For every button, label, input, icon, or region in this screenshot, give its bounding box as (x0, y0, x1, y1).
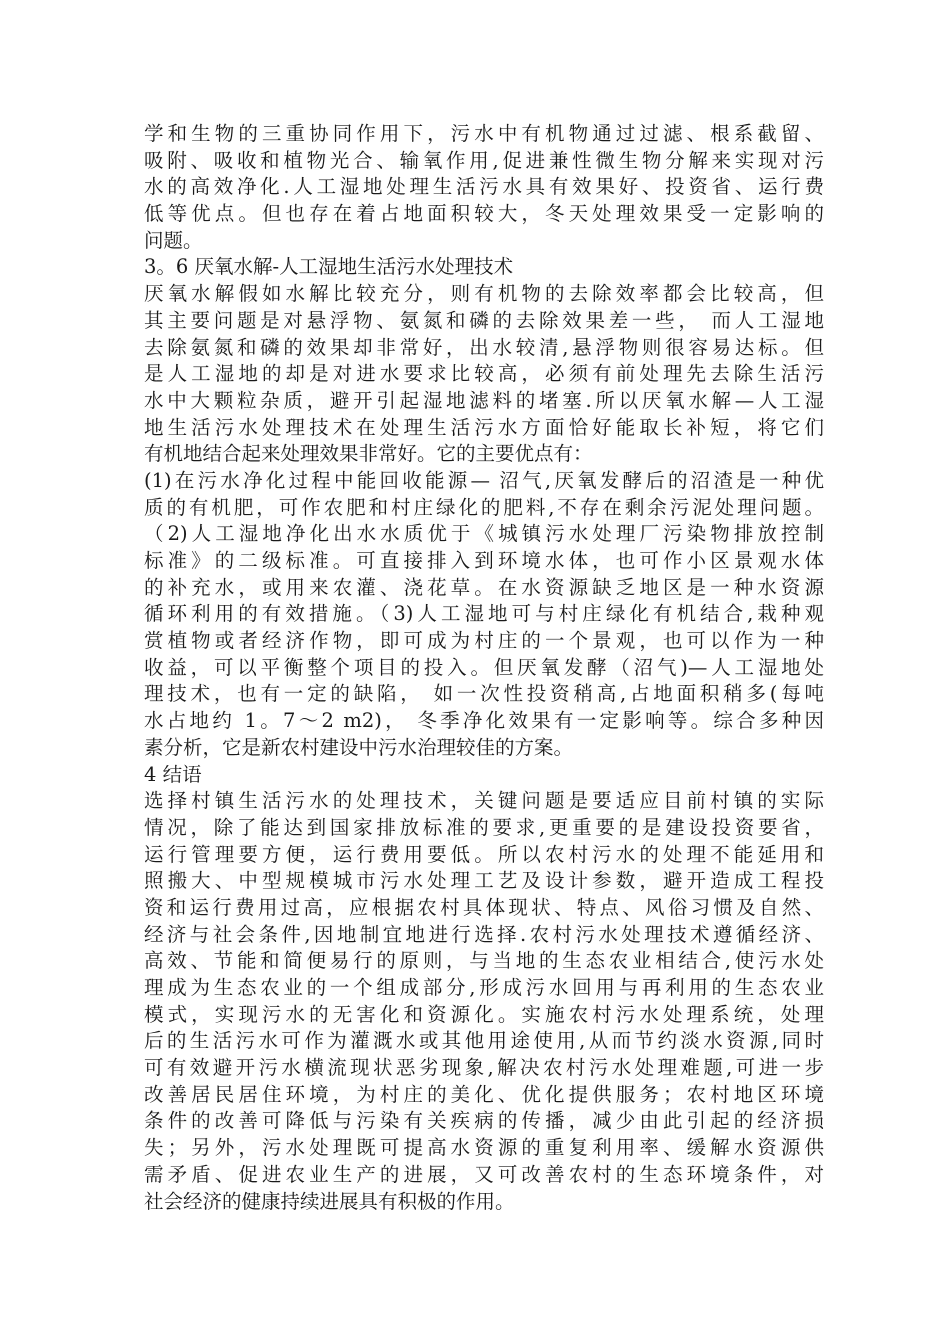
text-line: 条件的改善可降低与污染有关疾病的传播，减少由此引起的经济损 (144, 1109, 824, 1133)
text-line: 后的生活污水可作为灌溉水或其他用途使用,从而节约淡水资源,同时 (144, 1029, 824, 1053)
text-line: 标准》的二级标准。可直接排入到环境水体，也可作小区景观水体 (144, 549, 824, 572)
text-line: 选择村镇生活污水的处理技术，关键问题是要适应目前村镇的实际 (144, 789, 824, 813)
text-line: 失；另外，污水处理既可提高水资源的重复利用率、缓解水资源供 (144, 1136, 824, 1160)
text-line: 经济与社会条件,因地制宜地进行选择.农村污水处理技术遵循经济、 (144, 922, 824, 946)
text-line: 理成为生态农业的一个组成部分,形成污水回用与再利用的生态农业 (144, 976, 824, 999)
text-line: 运行管理要方便，运行费用要低。所以农村污水的处理不能延用和 (144, 842, 824, 866)
text-line: 情况，除了能达到国家排放标准的要求,更重要的是建设投资要省， (144, 815, 824, 839)
text-line: 去除氨氮和磷的效果却非常好，出水较清,悬浮物则很容易达标。但 (144, 335, 824, 359)
text-line: 收益，可以平衡整个项目的投入。但厌氧发酵（沼气)—人工湿地处 (144, 655, 824, 679)
text-line: 照搬大、中型规模城市污水处理工艺及设计参数，避开造成工程投 (144, 869, 824, 893)
text-line: 理技术，也有一定的缺陷， 如一次性投资稍高,占地面积稍多(每吨 (144, 682, 824, 706)
text-line: 有机地结合起来处理效果非常好。它的主要优点有： (144, 442, 593, 466)
text-line: 改善居民居住环境，为村庄的美化、优化提供服务；农村地区环境 (144, 1082, 824, 1106)
text-line: 质的有机肥，可作农肥和村庄绿化的肥料,不存在剩余污泥处理问题。 (144, 495, 824, 519)
text-line: 社会经济的健康持续进展具有积极的作用。 (144, 1189, 515, 1213)
text-line: 需矛盾、促进农业生产的进展，又可改善农村的生态环境条件，对 (144, 1162, 824, 1186)
text-line: 高效、节能和简便易行的原则，与当地的生态农业相结合,使污水处 (144, 949, 824, 973)
text-line: 模式，实现污水的无害化和资源化。实施农村污水处理系统，处理 (144, 1002, 824, 1026)
text-line: 问题。 (144, 228, 203, 252)
text-line: 是人工湿地的却是对进水要求比较高，必须有前处理先去除生活污 (144, 362, 824, 386)
document-page (144, 121, 824, 1215)
text-line: 资和运行费用过高，应根据农村具体现状、特点、风俗习惯及自然、 (144, 895, 824, 919)
text-line: 赏植物或者经济作物，即可成为村庄的一个景观，也可以作为一种 (144, 629, 824, 653)
text-line: 4 结语 (144, 762, 202, 786)
text-line: 循环利用的有效措施。（3)人工湿地可与村庄绿化有机结合,栽种观 (144, 602, 824, 626)
text-line: 素分析，它是新农村建设中污水治理较佳的方案。 (144, 735, 574, 759)
text-line: 低等优点。但也存在着占地面积较大，冬天处理效果受一定影响的 (144, 202, 824, 226)
text-line: 水的高效净化.人工湿地处理生活污水具有效果好、投资省、运行费 (144, 175, 824, 199)
text-line: 厌氧水解假如水解比较充分，则有机物的去除效率都会比较高，但 (144, 282, 824, 306)
text-line: 水占地约 1。7～2 m2)， 冬季净化效果有一定影响等。综合多种因 (144, 709, 824, 733)
text-line: 地生活污水处理技术在处理生活污水方面恰好能取长补短，将它们 (144, 415, 824, 439)
text-line: 学和生物的三重协同作用下，污水中有机物通过过滤、根系截留、 (144, 122, 824, 145)
text-line: (1)在污水净化过程中能回收能源— 沼气,厌氧发酵后的沼渣是一种优 (144, 468, 824, 492)
text-line: 3。6 厌氧水解-人工湿地生活污水处理技术 (144, 255, 514, 279)
text-line: （2)人工湿地净化出水水质优于《城镇污水处理厂污染物排放控制 (144, 522, 824, 546)
text-line: 水中大颗粒杂质，避开引起湿地滤料的堵塞.所以厌氧水解—人工湿 (144, 388, 824, 412)
text-line: 的补充水，或用来农灌、浇花草。在水资源缺乏地区是一种水资源 (144, 575, 824, 599)
text-line: 可有效避开污水横流现状恶劣现象,解决农村污水处理难题,可进一步 (144, 1056, 824, 1080)
text-line: 吸附、吸收和植物光合、输氧作用,促进兼性微生物分解来实现对污 (144, 148, 824, 172)
text-line: 其主要问题是对悬浮物、氨氮和磷的去除效果差一些， 而人工湿地 (144, 308, 824, 332)
